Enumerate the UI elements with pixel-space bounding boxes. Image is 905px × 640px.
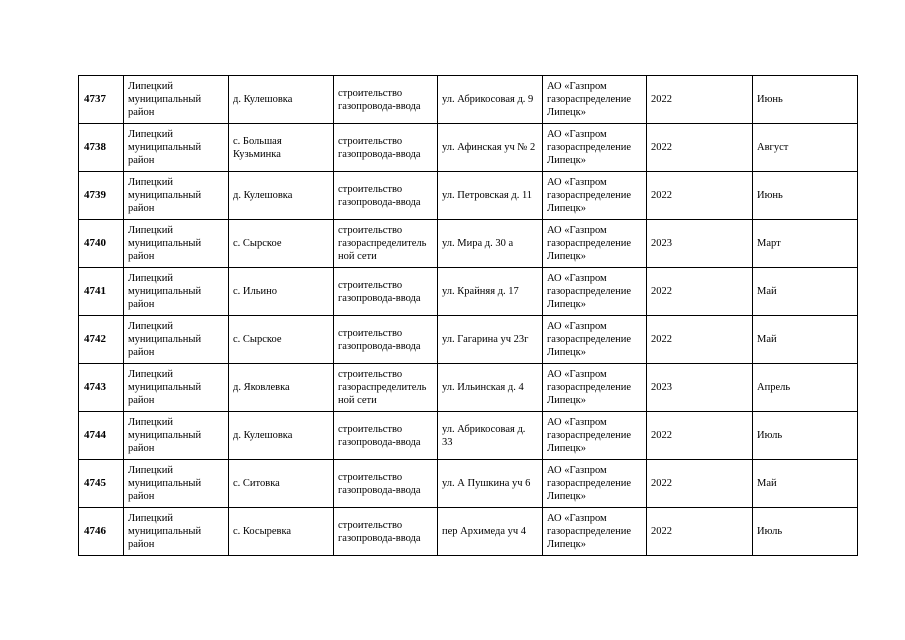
work-type-cell: строительство газопровода-ввода xyxy=(334,508,438,556)
address-cell: ул. Петровская д. 11 xyxy=(438,172,543,220)
address-cell: ул. Афинская уч № 2 xyxy=(438,124,543,172)
year-cell: 2022 xyxy=(647,316,753,364)
settlement-cell: с. Сырское xyxy=(229,316,334,364)
year-cell: 2022 xyxy=(647,412,753,460)
address-cell: ул. Гагарина уч 23г xyxy=(438,316,543,364)
address-cell: ул. Ильинская д. 4 xyxy=(438,364,543,412)
row-number-cell: 4746 xyxy=(79,508,124,556)
organization-cell: АО «Газпром газораспределение Липецк» xyxy=(543,460,647,508)
settlement-cell: с. Сырское xyxy=(229,220,334,268)
row-number-cell: 4744 xyxy=(79,412,124,460)
work-type-cell: строительство газопровода-ввода xyxy=(334,172,438,220)
table-row xyxy=(79,124,858,172)
month-cell: Июнь xyxy=(753,76,858,124)
settlement-cell: д. Яковлевка xyxy=(229,364,334,412)
year-cell: 2022 xyxy=(647,172,753,220)
row-number-cell: 4742 xyxy=(79,316,124,364)
organization-cell: АО «Газпром газораспределение Липецк» xyxy=(543,124,647,172)
organization-cell: АО «Газпром газораспределение Липецк» xyxy=(543,268,647,316)
settlement-cell: с. Ситовка xyxy=(229,460,334,508)
address-cell: ул. Крайняя д. 17 xyxy=(438,268,543,316)
month-cell: Март xyxy=(753,220,858,268)
settlement-cell: д. Кулешовка xyxy=(229,412,334,460)
month-cell: Июнь xyxy=(753,172,858,220)
district-cell: Липецкий муниципальный район xyxy=(124,124,229,172)
work-type-cell: строительство газораспределитель ной сети xyxy=(334,220,438,268)
district-cell: Липецкий муниципальный район xyxy=(124,460,229,508)
table-row xyxy=(79,412,858,460)
organization-cell: АО «Газпром газораспределение Липецк» xyxy=(543,76,647,124)
year-cell: 2022 xyxy=(647,508,753,556)
organization-cell: АО «Газпром газораспределение Липецк» xyxy=(543,364,647,412)
district-cell: Липецкий муниципальный район xyxy=(124,316,229,364)
month-cell: Апрель xyxy=(753,364,858,412)
organization-cell: АО «Газпром газораспределение Липецк» xyxy=(543,172,647,220)
year-cell: 2022 xyxy=(647,76,753,124)
table-row xyxy=(79,508,858,556)
settlement-cell: д. Кулешовка xyxy=(229,76,334,124)
year-cell: 2023 xyxy=(647,220,753,268)
row-number-cell: 4739 xyxy=(79,172,124,220)
row-number-cell: 4738 xyxy=(79,124,124,172)
work-type-cell: строительство газораспределитель ной сети xyxy=(334,364,438,412)
settlement-cell: с. Косыревка xyxy=(229,508,334,556)
table-row xyxy=(79,316,858,364)
address-cell: ул. А Пушкина уч 6 xyxy=(438,460,543,508)
year-cell: 2022 xyxy=(647,268,753,316)
table-row xyxy=(79,220,858,268)
settlement-cell: с. Большая Кузьминка xyxy=(229,124,334,172)
address-cell: пер Архимеда уч 4 xyxy=(438,508,543,556)
row-number-cell: 4741 xyxy=(79,268,124,316)
address-cell: ул. Абрикосовая д. 9 xyxy=(438,76,543,124)
settlement-cell: д. Кулешовка xyxy=(229,172,334,220)
month-cell: Август xyxy=(753,124,858,172)
year-cell: 2023 xyxy=(647,364,753,412)
month-cell: Май xyxy=(753,316,858,364)
organization-cell: АО «Газпром газораспределение Липецк» xyxy=(543,412,647,460)
month-cell: Май xyxy=(753,460,858,508)
work-type-cell: строительство газопровода-ввода xyxy=(334,76,438,124)
row-number-cell: 4737 xyxy=(79,76,124,124)
table-row xyxy=(79,76,858,124)
month-cell: Июль xyxy=(753,508,858,556)
row-number-cell: 4740 xyxy=(79,220,124,268)
work-type-cell: строительство газопровода-ввода xyxy=(334,412,438,460)
table-row xyxy=(79,460,858,508)
month-cell: Июль xyxy=(753,412,858,460)
district-cell: Липецкий муниципальный район xyxy=(124,76,229,124)
address-cell: ул. Мира д. 30 а xyxy=(438,220,543,268)
district-cell: Липецкий муниципальный район xyxy=(124,508,229,556)
row-number-cell: 4745 xyxy=(79,460,124,508)
district-cell: Липецкий муниципальный район xyxy=(124,412,229,460)
address-cell: ул. Абрикосовая д. 33 xyxy=(438,412,543,460)
gasification-table xyxy=(78,75,858,556)
year-cell: 2022 xyxy=(647,124,753,172)
table-row xyxy=(79,364,858,412)
organization-cell: АО «Газпром газораспределение Липецк» xyxy=(543,316,647,364)
year-cell: 2022 xyxy=(647,460,753,508)
organization-cell: АО «Газпром газораспределение Липецк» xyxy=(543,220,647,268)
settlement-cell: с. Ильино xyxy=(229,268,334,316)
work-type-cell: строительство газопровода-ввода xyxy=(334,316,438,364)
district-cell: Липецкий муниципальный район xyxy=(124,172,229,220)
district-cell: Липецкий муниципальный район xyxy=(124,220,229,268)
organization-cell: АО «Газпром газораспределение Липецк» xyxy=(543,508,647,556)
table-row xyxy=(79,172,858,220)
work-type-cell: строительство газопровода-ввода xyxy=(334,124,438,172)
table-row xyxy=(79,268,858,316)
district-cell: Липецкий муниципальный район xyxy=(124,268,229,316)
row-number-cell: 4743 xyxy=(79,364,124,412)
work-type-cell: строительство газопровода-ввода xyxy=(334,268,438,316)
table-body xyxy=(79,76,858,556)
work-type-cell: строительство газопровода-ввода xyxy=(334,460,438,508)
month-cell: Май xyxy=(753,268,858,316)
district-cell: Липецкий муниципальный район xyxy=(124,364,229,412)
